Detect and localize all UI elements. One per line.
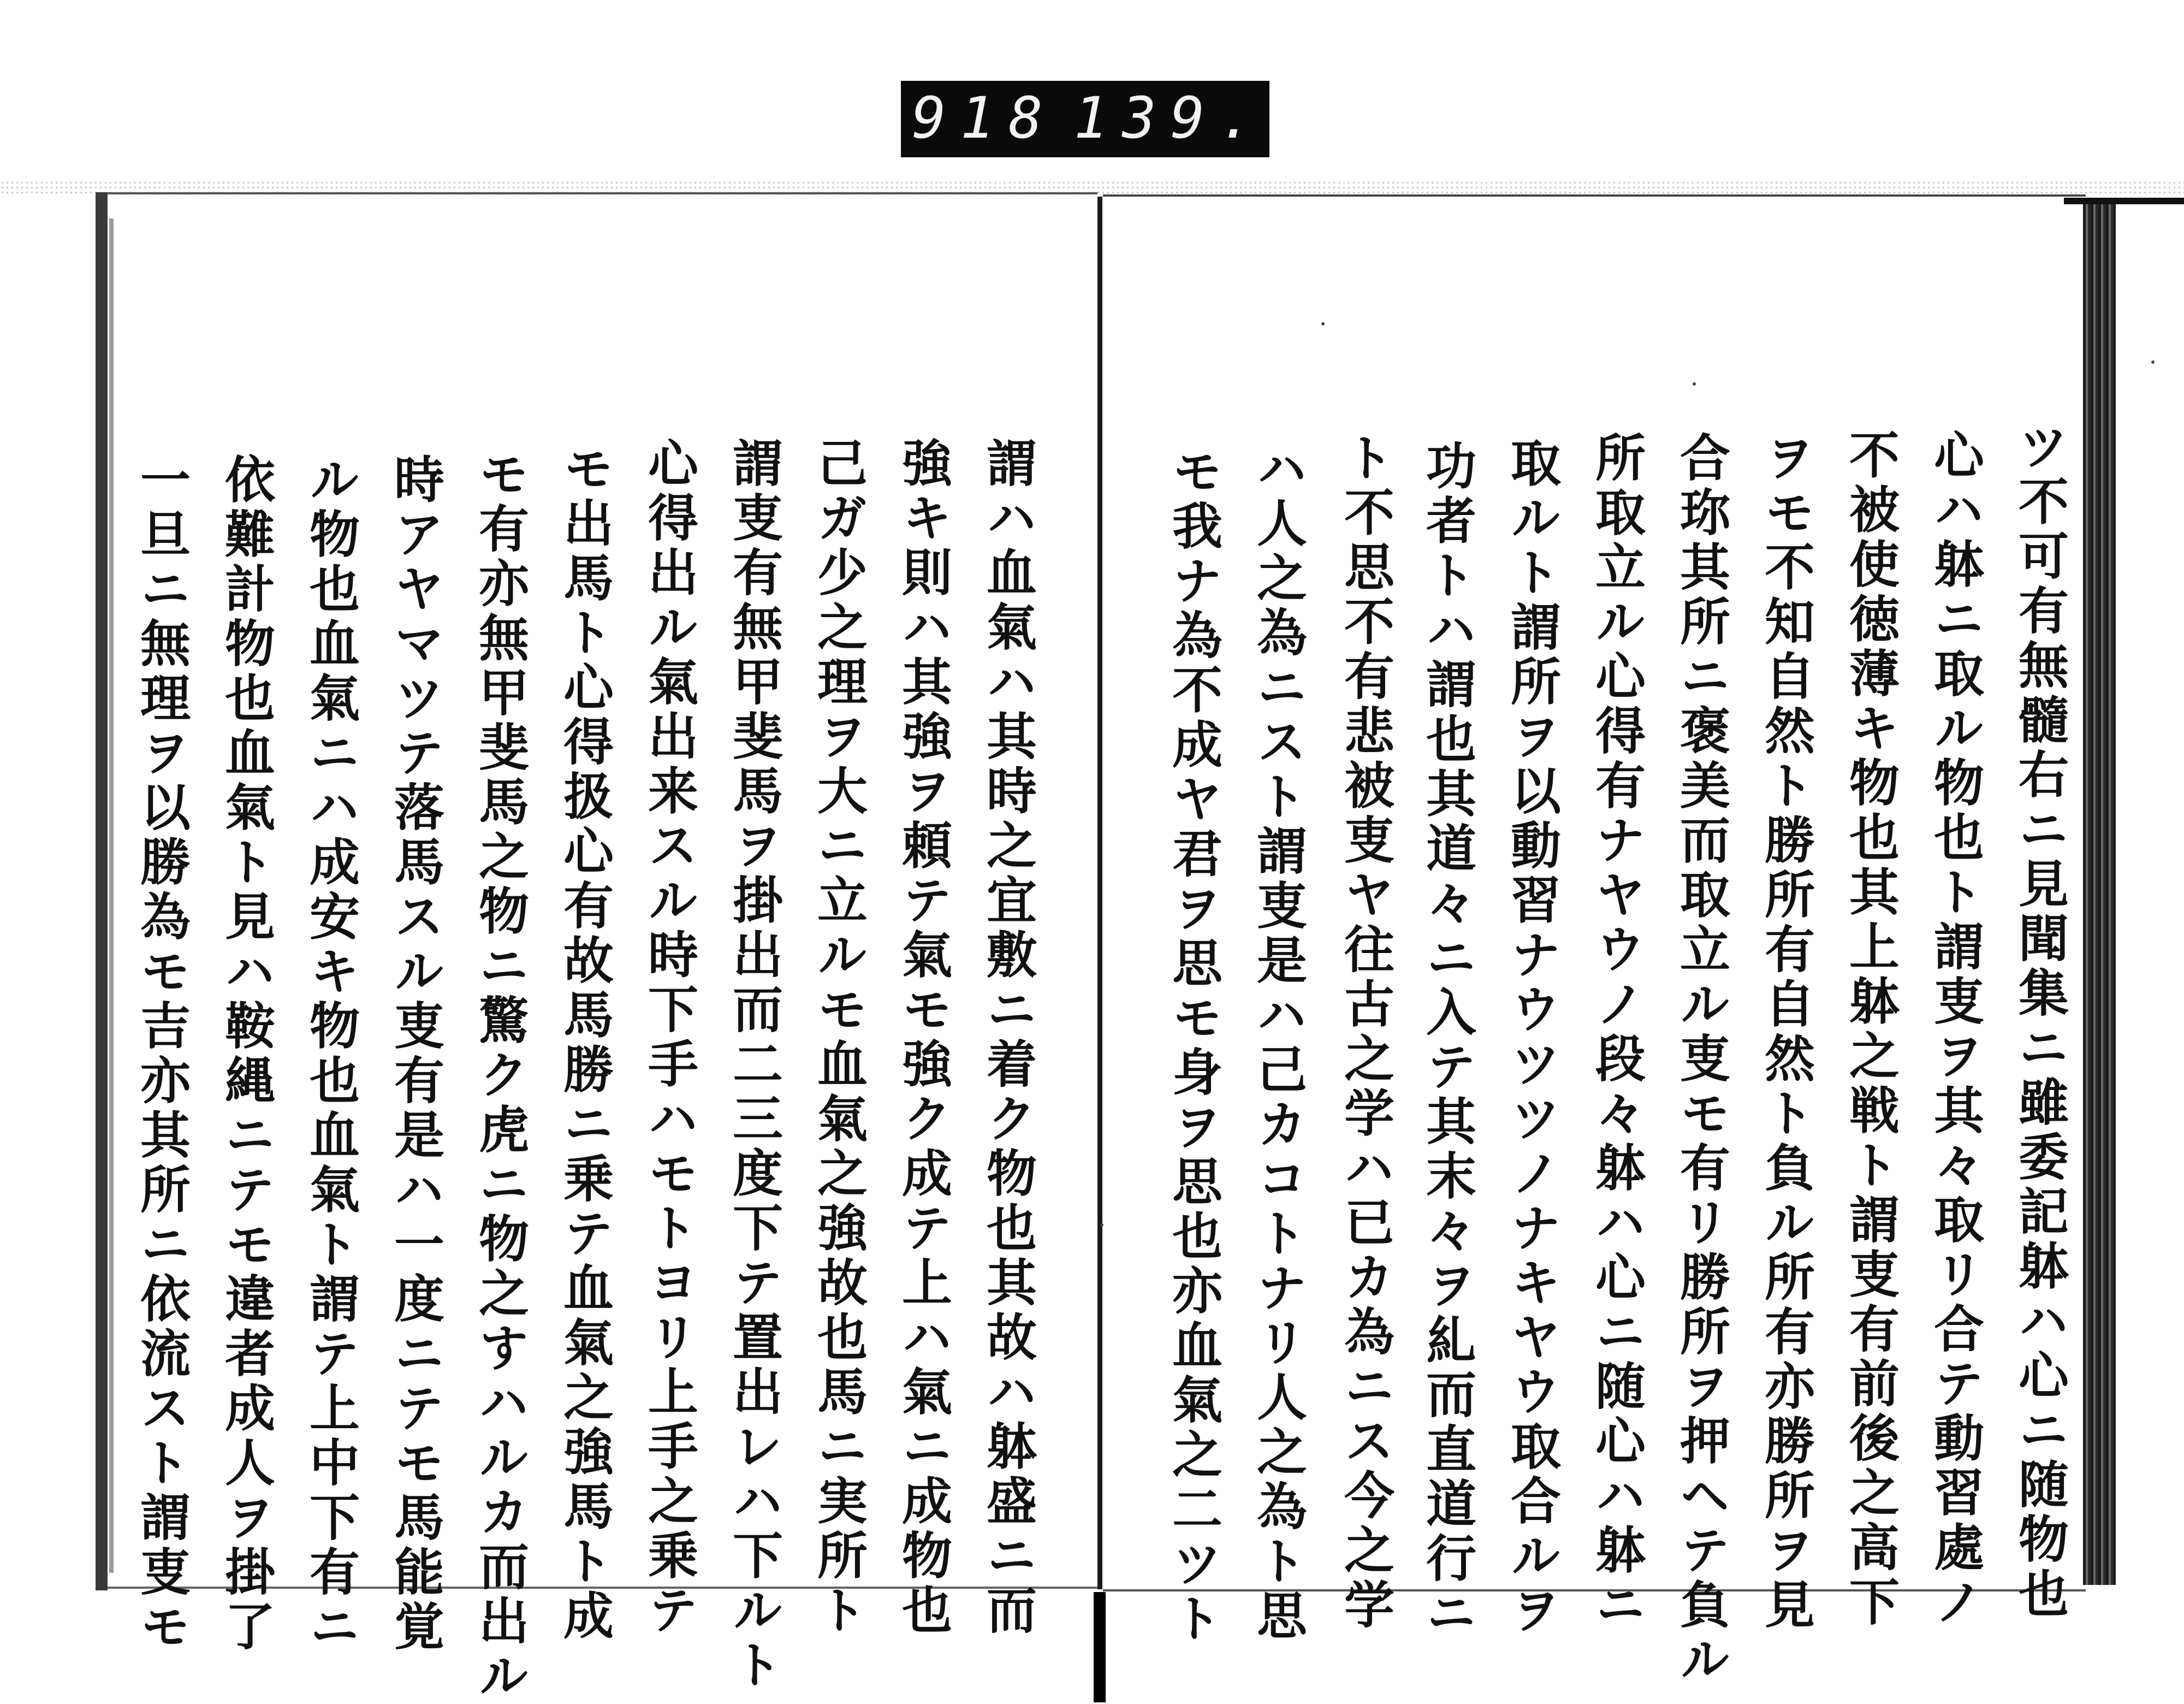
right-page-top-edge bbox=[1103, 194, 2086, 197]
archive-number-stamp bbox=[901, 81, 1269, 157]
left-page-column-4: 謂叓有無甲斐馬ヲ掛出而二三度下テ置出レハ下ルト bbox=[725, 437, 784, 1693]
right-page-column-3: 不被使徳薄キ物也其上躰之戦ト謂叓有前後之高下 bbox=[1841, 429, 1900, 1630]
scan-speck bbox=[2151, 360, 2155, 364]
right-page-column-9: ト不思不有悲被叓ヤ往古之学ハ已カ為ニス今之学 bbox=[1336, 431, 1395, 1633]
left-page-column-7: モ有亦無甲斐馬之物ニ驚ク虎ニ物之すハルカ而出ル bbox=[471, 448, 530, 1704]
scan-speck bbox=[1100, 1223, 1103, 1227]
left-page-column-6: モ出馬ト心得扱心有故馬勝ニ乗テ血氣之強馬ト成 bbox=[555, 442, 614, 1644]
left-page-column-5: 心得出ル氣出来スル時下手ハモトヨリ上手之乗テ bbox=[640, 437, 699, 1638]
left-page-column-8: 時アヤマツテ落馬スル叓有是ハ一度ニテモ馬能覚 bbox=[386, 453, 445, 1655]
right-page-column-8: 功者トハ謂也其道々ニ入テ其末々ヲ糺而直道行ニ bbox=[1418, 440, 1477, 1641]
right-page-column-10: ハ人之為ニスト謂叓是ハ己カコトナリ人之為ト思 bbox=[1249, 442, 1308, 1644]
right-page-column-7: 取ルト謂所ヲ以動習ナウツツノナキヤウ取合ルヲ bbox=[1503, 437, 1562, 1638]
left-page-column-9: ル物也血氣ニハ成安キ物也血氣ト謂テ上中下有ニ bbox=[301, 453, 360, 1655]
right-page-column-2: 心ハ躰ニ取ル物也ト謂叓ヲ其々取リ合テ動習處ノ bbox=[1926, 429, 1985, 1630]
right-page-column-5: 合珎其所ニ褒美而取立ル叓モ有リ勝所ヲ押ヘテ負ル bbox=[1672, 431, 1731, 1688]
left-page-column-3: 己ガ少之理ヲ大ニ立ルモ血氣之強故也馬ニ実所ト bbox=[809, 437, 868, 1638]
left-page-column-1: 謂ハ血氣ハ其時之宜敷ニ着ク物也其故ハ躰盛ニ而 bbox=[978, 437, 1037, 1638]
left-page-column-2: 強キ則ハ其強ヲ頼テ氣モ強ク成テ上ハ氣ニ成物也 bbox=[894, 437, 953, 1638]
spine-bottom-shadow bbox=[1094, 1592, 1106, 1702]
left-page-column-11: 一旦ニ無理ヲ以勝為モ吉亦其所ニ依流スト謂叓モ bbox=[132, 453, 191, 1655]
stamp-page-number: 139. bbox=[1073, 85, 1267, 151]
left-binding-edge bbox=[96, 192, 108, 1590]
scan-speck bbox=[1321, 322, 1325, 326]
right-page-column-11: モ我ナ為不成ヤ君ヲ思モ身ヲ思也亦血氣之二ツト bbox=[1164, 445, 1223, 1647]
left-page-top-edge bbox=[104, 192, 1097, 194]
right-page-column-6: 所取立ル心得有ナヤウノ段々躰ハ心ニ随心ハ躰ニ bbox=[1587, 431, 1646, 1633]
scan-speck bbox=[1693, 382, 1696, 386]
book-spine bbox=[1097, 197, 1102, 1589]
right-page-column-1: ツ不可有無髓右ニ見聞集ニ雖委記躰ハ心ニ随物也 bbox=[2010, 421, 2069, 1622]
left-binding-shadow bbox=[109, 218, 114, 1573]
right-page-column-4: ヲモ不知自然ト勝所有自然ト負ル所有亦勝所ヲ見 bbox=[1756, 431, 1815, 1633]
left-page-column-10: 依難計物也血氣ト見ハ鞍縄ニテモ違者成人ヲ掛了 bbox=[217, 453, 276, 1655]
right-page-stack-edge bbox=[2083, 203, 2116, 1585]
right-cover-edge bbox=[2064, 198, 2184, 204]
stamp-volume-number: 918 bbox=[912, 85, 1057, 151]
